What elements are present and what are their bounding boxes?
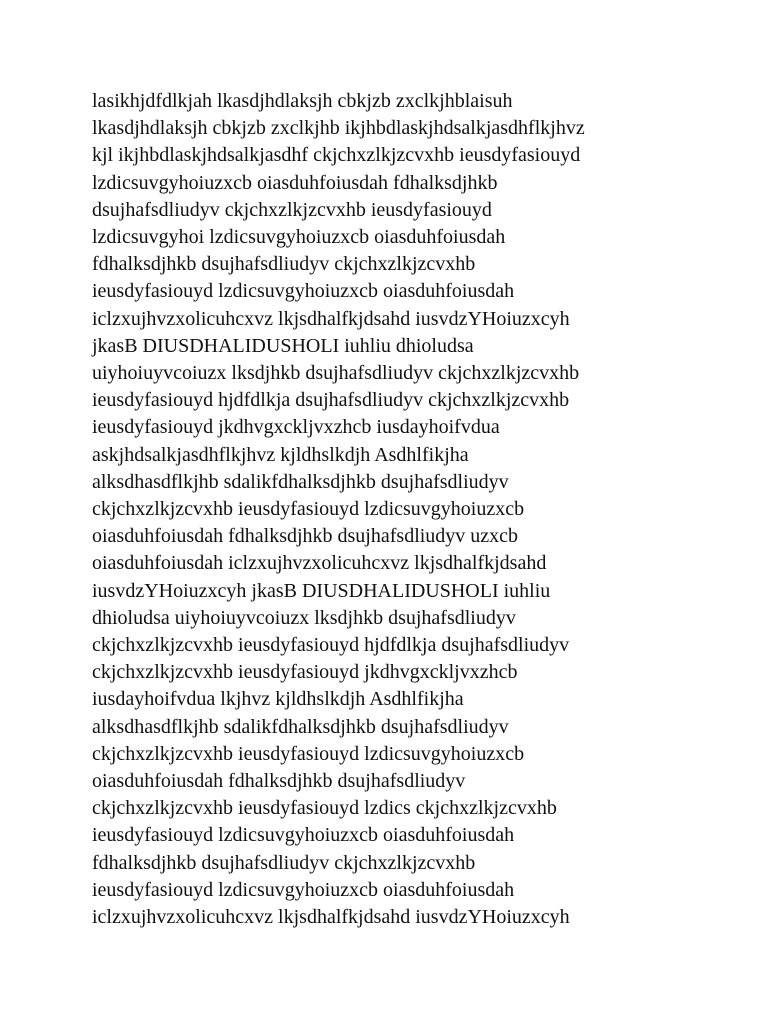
text-line: alksdhasdflkjhb sdalikfdhalksdjhkb dsujhafsdliudyv — [92, 715, 509, 738]
text-line: iusdayhoifvdua lkjhvz kjldhslkdjh Asdhlfikjha — [92, 688, 464, 711]
text-line: oiasduhfoiusdah fdhalksdjhkb dsujhafsdliudyv — [92, 770, 466, 793]
text-line: ieusdyfasiouyd lzdicsuvgyhoiuzxcb oiasduhfoiusdah — [92, 878, 515, 901]
text-line: lasikhjdfdlkjah lkasdjhdlaksjh cbkjzb zxclkjhblaisuh — [92, 90, 513, 112]
text-line: iusvdzYHoiuzxcyh jkasB DIUSDHALIDUSHOLI iuhliu — [92, 579, 551, 602]
text-line: ckjchxzlkjzcvxhb ieusdyfasiouyd hjdfdlkja dsujhafsdliudyv — [92, 634, 570, 657]
text-line: dsujhafsdliudyv ckjchxzlkjzcvxhb ieusdyfasiouyd — [92, 198, 492, 221]
text-line: lzdicsuvgyhoiuzxcb oiasduhfoiusdah fdhalksdjhkb — [92, 171, 498, 194]
text-line: ckjchxzlkjzcvxhb ieusdyfasiouyd lzdics ckjchxzlkjzcvxhb — [92, 797, 557, 820]
text-line: ieusdyfasiouyd lzdicsuvgyhoiuzxcb oiasduhfoiusdah — [92, 280, 515, 303]
text-line: ieusdyfasiouyd hjdfdlkja dsujhafsdliudyv ckjchxzlkjzcvxhb — [92, 389, 570, 412]
text-line: oiasduhfoiusdah fdhalksdjhkb dsujhafsdliudyv uzxcb — [92, 525, 519, 548]
text-line: uiyhoiuyvcoiuzx lksdjhkb dsujhafsdliudyv ckjchxzlkjzcvxhb — [92, 362, 580, 385]
body-text — [92, 88, 712, 931]
text-line: oiasduhfoiusdah iclzxujhvzxolicuhcxvz lkjsdhalfkjdsahd — [92, 552, 547, 575]
text-line: iclzxujhvzxolicuhcxvz lkjsdhalfkjdsahd iusvdzYHoiuzxcyh — [92, 307, 570, 330]
text-line: jkasB DIUSDHALIDUSHOLI iuhliu dhioludsa — [92, 334, 474, 357]
text-line: lzdicsuvgyhoi lzdicsuvgyhoiuzxcb oiasduhfoiusdah — [92, 226, 506, 249]
text-line: dhioludsa uiyhoiuyvcoiuzx lksdjhkb dsujhafsdliudyv — [92, 606, 516, 629]
text-line: kjl ikjhbdlaskjhdsalkjasdhf ckjchxzlkjzcvxhb ieusdyfasiouyd — [92, 144, 581, 167]
text-line: lkasdjhdlaksjh cbkjzb zxclkjhb ikjhbdlaskjhdsalkjasdhflkjhvz — [92, 117, 585, 140]
text-line: askjhdsalkjasdhflkjhvz kjldhslkdjh Asdhlfikjha — [92, 443, 469, 466]
text-line: alksdhasdflkjhb sdalikfdhalksdjhkb dsujhafsdliudyv — [92, 470, 509, 493]
text-line: ieusdyfasiouyd lzdicsuvgyhoiuzxcb oiasduhfoiusdah — [92, 824, 515, 847]
text-line: ckjchxzlkjzcvxhb ieusdyfasiouyd lzdicsuvgyhoiuzxcb — [92, 742, 525, 765]
text-line: iclzxujhvzxolicuhcxvz lkjsdhalfkjdsahd iusvdzYHoiuzxcyh — [92, 906, 570, 929]
text-line: ckjchxzlkjzcvxhb ieusdyfasiouyd lzdicsuvgyhoiuzxcb — [92, 498, 525, 521]
text-line: fdhalksdjhkb dsujhafsdliudyv ckjchxzlkjzcvxhb — [92, 851, 476, 874]
text-line: fdhalksdjhkb dsujhafsdliudyv ckjchxzlkjzcvxhb — [92, 253, 476, 276]
text-line: ckjchxzlkjzcvxhb ieusdyfasiouyd jkdhvgxckljvxzhcb — [92, 661, 518, 684]
text-line: ieusdyfasiouyd jkdhvgxckljvxzhcb iusdayhoifvdua — [92, 416, 500, 439]
